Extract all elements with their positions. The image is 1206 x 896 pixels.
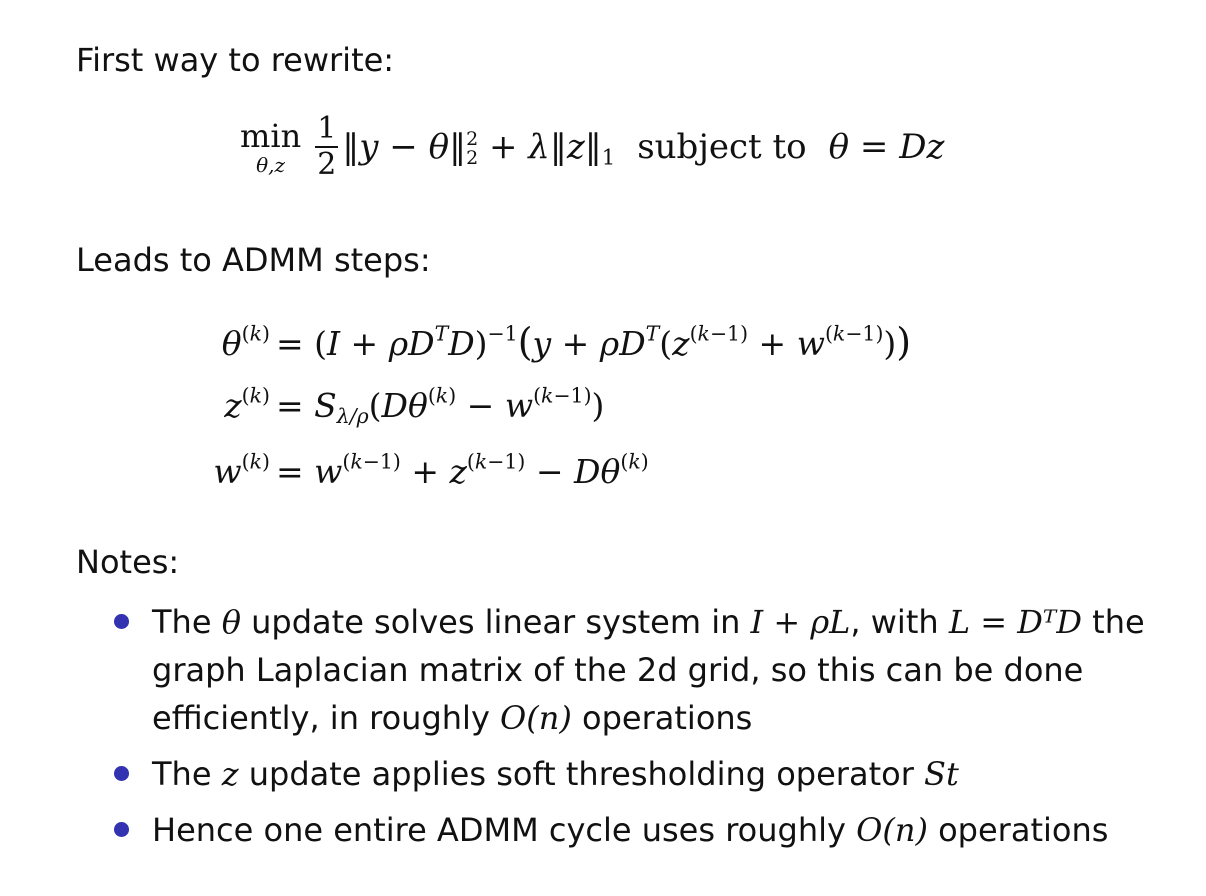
note-item-admm-cycle: Hence one entire ADMM cycle uses roughly O(n) operations bbox=[110, 806, 1170, 854]
bullet-icon bbox=[114, 766, 129, 781]
constraint-expression: θ = Dz bbox=[828, 127, 945, 167]
constraint-label: subject to bbox=[637, 127, 807, 167]
admm-steps bbox=[196, 320, 911, 518]
one-half-fraction: $\frac{1}{2}$ bbox=[317, 111, 337, 182]
objective-expression: ‖y − θ‖ 2 2 + $\lambda‖z‖_1$ bbox=[342, 126, 616, 169]
bullet-icon bbox=[114, 822, 129, 837]
heading-notes: Notes: bbox=[76, 543, 180, 581]
heading-first-rewrite: First way to rewrite: bbox=[76, 41, 395, 79]
w-update-row: $w^{(k)}$ = $w^{(k-1)} + z^{(k-1)} - D\theta^{(k)}$ bbox=[213, 449, 649, 491]
optimization-problem-equation bbox=[240, 112, 944, 182]
notes-list bbox=[110, 598, 1170, 862]
note-item-theta-update: The θ update solves linear system in I + ρL, with L = DᵀD the graph Laplacian matrix of the 2d grid, so this can be done efficiently, in roughly O(n) operations bbox=[110, 598, 1170, 742]
theta-update-row: $\theta^{(k)}$ = $(I + \rho D^TD)^{-1}(y + \rho D^T(z^{(k-1)} + w^{(k-1)}))$ bbox=[221, 320, 912, 364]
bullet-icon bbox=[114, 614, 129, 629]
note-item-z-update: The z update applies soft thresholding operator St bbox=[110, 750, 1170, 798]
min-operator: min θ,z bbox=[240, 117, 302, 177]
heading-admm-steps: Leads to ADMM steps: bbox=[76, 241, 431, 279]
z-update-row: $z^{(k)}$ = $S_{\lambda/\rho}(D\theta^{(k)} - w^{(k-1)})$ bbox=[224, 383, 605, 429]
